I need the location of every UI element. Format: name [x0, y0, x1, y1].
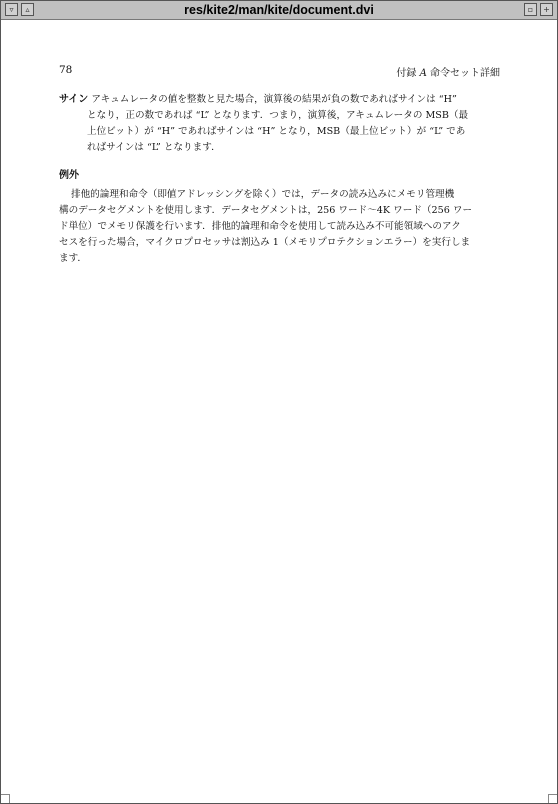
sign-description	[59, 94, 500, 156]
title-bar[interactable]	[1, 1, 557, 20]
exception-heading: 例外	[59, 170, 79, 181]
running-head-suffix: 命令セット詳細	[430, 68, 500, 79]
running-head-prefix: 付録	[396, 68, 417, 79]
sign-term: サイン	[59, 94, 89, 105]
paragraph-line: ド単位）でメモリ保護を行います．排他的論理和命令を使用して読み込み不可能領域へのアク	[59, 221, 461, 232]
paragraph-line: 構のデータセグメントを使用します．データセグメントは，256 ワード〜4K ワード（256 ワー	[59, 205, 473, 216]
maximize-button[interactable]: +	[540, 3, 553, 16]
paragraph-line: ます．	[59, 253, 88, 264]
page-number: 78	[59, 64, 73, 76]
sign-line: アキュムレータの値を整数と見た場合，演算後の結果が負の数であればサインは “H”	[91, 94, 457, 105]
iconify-button[interactable]: ▫	[524, 3, 537, 16]
shade-button[interactable]: ▵	[21, 3, 34, 16]
sign-line: 上位ビット）が “H” であればサインは “H” となり，MSB（最上位ビット）が “L” であ	[87, 126, 466, 137]
running-head	[396, 64, 500, 79]
document-page	[1, 20, 557, 803]
sign-definition	[59, 92, 500, 156]
paragraph-line: セスを行った場合，マイクロプロセッサは割込み 1（メモリプロテクションエラー）を実行しま	[59, 237, 471, 248]
resize-corner-right[interactable]	[548, 794, 557, 803]
resize-corner-left[interactable]	[1, 794, 10, 803]
exception-paragraph	[59, 187, 500, 267]
window-title: res/kite2/man/kite/document.dvi	[184, 3, 374, 17]
sign-line: となり，正の数であれば “L” となります．つまり，演算後，アキュムレータの MSB（最	[87, 110, 469, 121]
sign-line: ればサインは “L” となります．	[87, 142, 221, 153]
paragraph-line: 排他的論理和命令（即値アドレッシングを除く）では，データの読み込みにメモリ管理機	[71, 189, 455, 200]
running-head-letter: A	[419, 68, 427, 79]
window-menu-button[interactable]: ▿	[5, 3, 18, 16]
